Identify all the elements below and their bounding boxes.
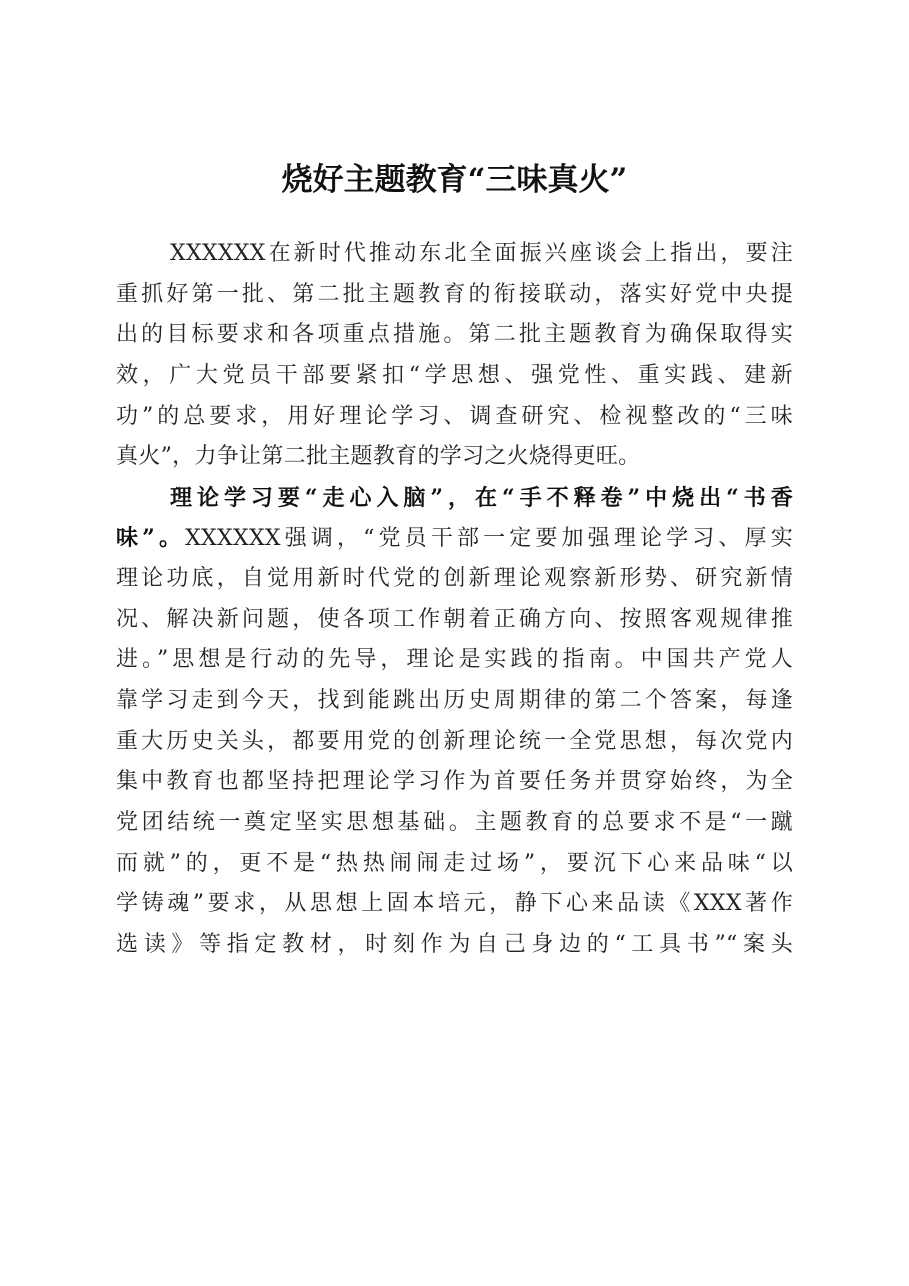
paragraph-2-line: 学铸魂”要求，从思想上固本培元，静下心来品读《XXX著作	[116, 891, 793, 917]
paragraph-2-line: 而就”的，更不是“热热闹闹走过场”，要沉下心来品味“以	[116, 850, 793, 876]
paragraph-2-line: 选读》等指定教材，时刻作为自己身边的“工具书”“案头	[116, 931, 793, 957]
paragraph-2-line	[116, 518, 793, 559]
paragraph-2-lead: 理论学习要“走心入脑”，在“手不释卷”中烧出“书香	[170, 484, 793, 511]
paragraph-2-line: 党团结统一奠定坚实思想基础。主题教育的总要求不是“一蹴	[116, 809, 793, 835]
paragraph-2-line: 进。”思想是行动的先导，理论是实践的指南。中国共产党人	[116, 647, 793, 673]
paragraph-2-line: 集中教育也都坚持把理论学习作为首要任务并贯穿始终，为全	[116, 769, 793, 795]
paragraph-2-line: 理论功底，自觉用新时代党的创新理论观察新形势、研究新情	[116, 566, 793, 592]
paragraph-1-line: 出的目标要求和各项重点措施。第二批主题教育为确保取得实	[116, 322, 793, 348]
document-body	[116, 234, 793, 966]
paragraph-1-line: 重抓好第一批、第二批主题教育的衔接联动，落实好党中央提	[116, 281, 793, 307]
paragraph-1-line: 效，广大党员干部要紧扣“学思想、强党性、重实践、建新	[116, 362, 793, 388]
paragraph-2-lead-end: 味”。	[116, 525, 186, 552]
paragraph-2-text: XXXXXX强调，“党员干部一定要加强理论学习、厚实	[185, 526, 793, 552]
paragraph-1-line: 功”的总要求，用好理论学习、调查研究、检视整改的“三味	[116, 403, 793, 429]
paragraph-2-line: 况、解决新问题，使各项工作朝着正确方向、按照客观规律推	[116, 606, 793, 632]
paragraph-1-line: 真火”，力争让第二批主题教育的学习之火烧得更旺。	[116, 444, 641, 470]
paragraph-1-line: XXXXXX在新时代推动东北全面振兴座谈会上指出，要注	[170, 241, 793, 266]
paragraph-2-line	[116, 478, 793, 519]
paragraph-2-line: 靠学习走到今天，找到能跳出历史周期律的第二个答案，每逢	[116, 688, 793, 714]
paragraph-2-line: 重大历史关头，都要用党的创新理论统一全党思想，每次党内	[116, 728, 793, 754]
document-title: 烧好主题教育“三味真火”	[281, 162, 628, 198]
